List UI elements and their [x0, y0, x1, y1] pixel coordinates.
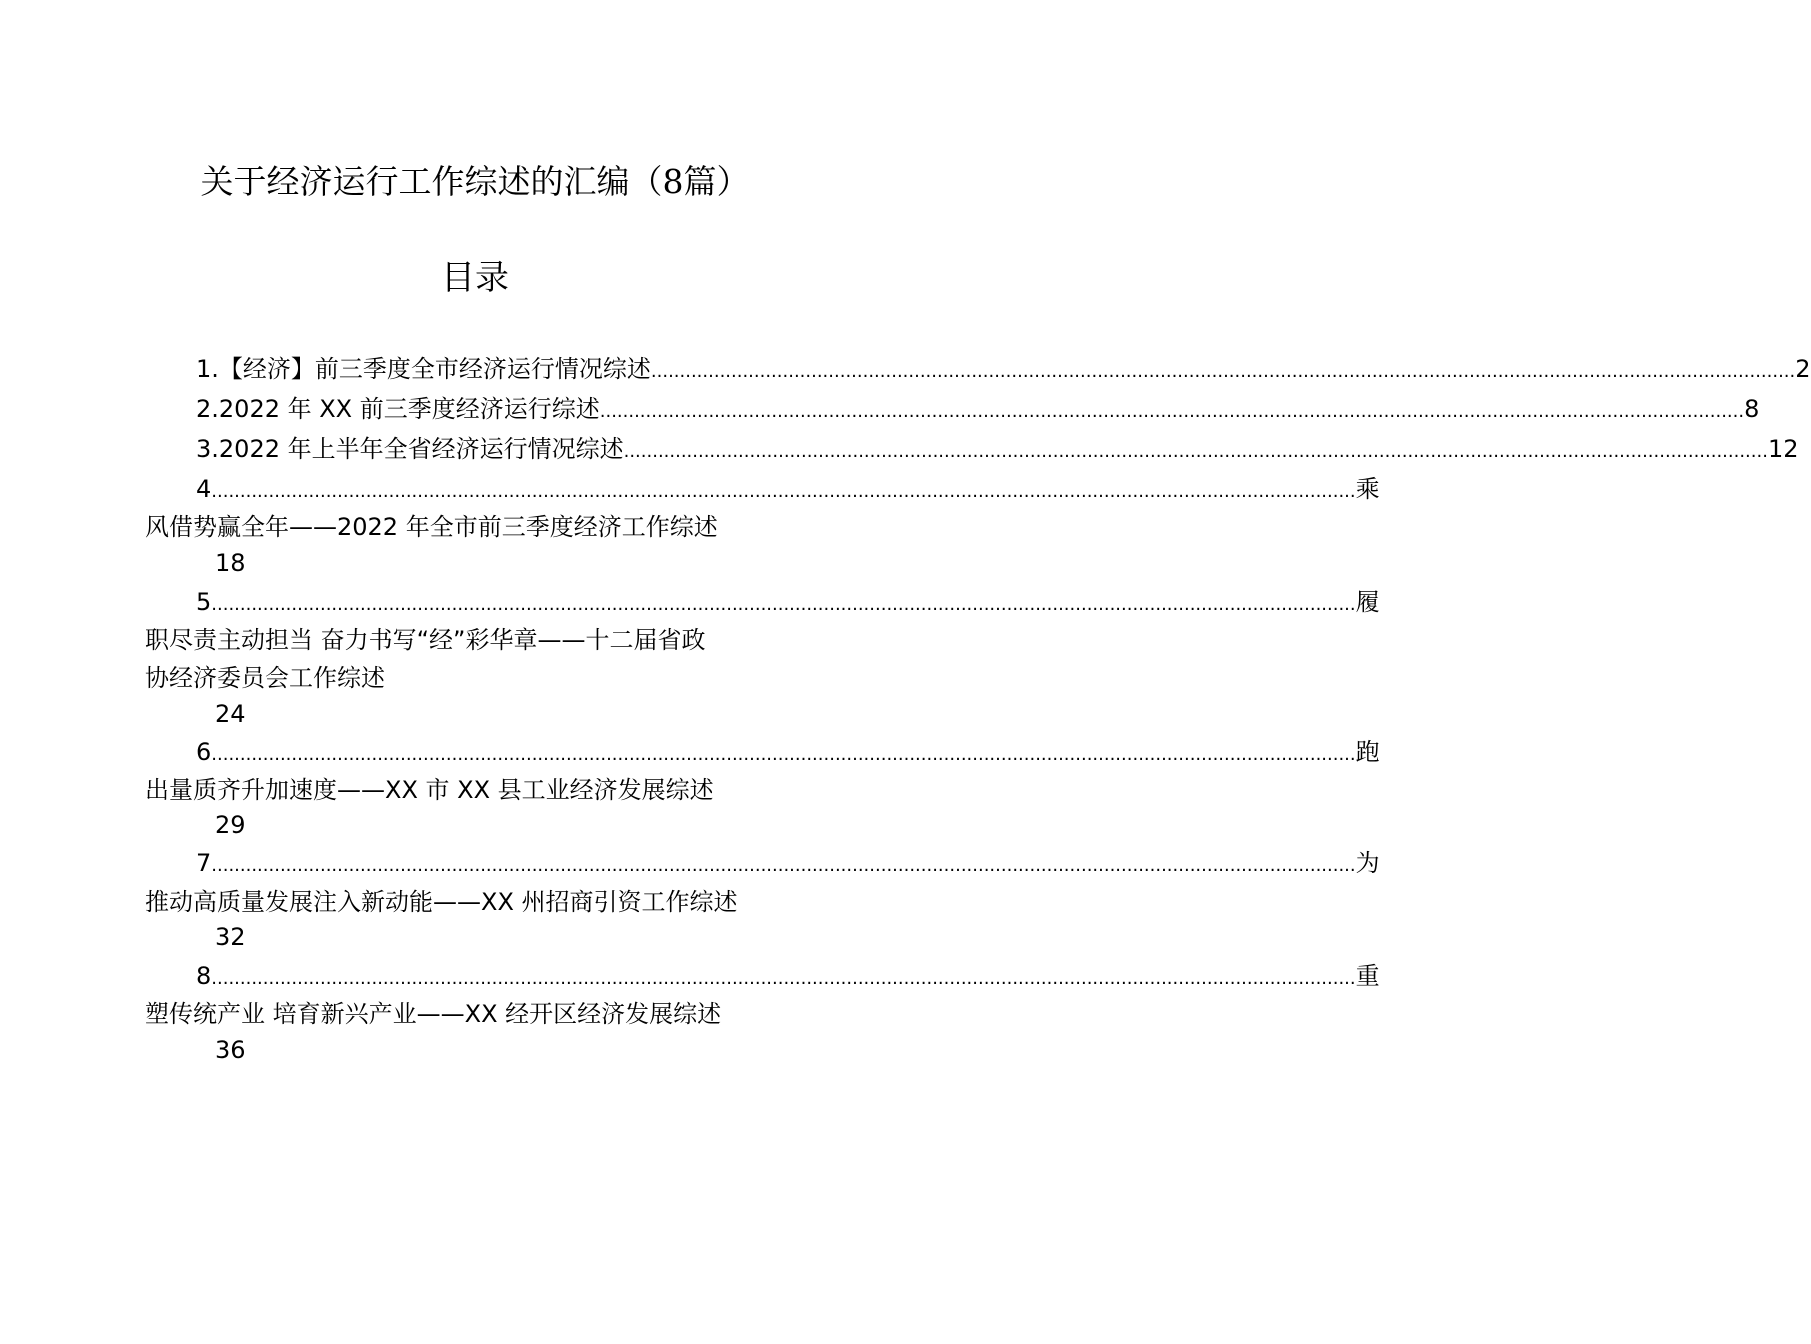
toc-entry-2[interactable]: [196, 393, 1760, 425]
toc-entry-5-continuation-2: 协经济委员会工作综述: [145, 664, 385, 692]
toc-entry-first-char: 乘: [1355, 475, 1380, 503]
toc-entry-5-continuation: 职尽责主动担当 奋力书写“经”彩华章——十二届省政: [145, 626, 706, 654]
toc-entry-label: 2.2022 年 XX 前三季度经济运行综述: [196, 395, 600, 423]
toc-entry-4-continuation: 风借势赢全年——2022 年全市前三季度经济工作综述: [145, 513, 718, 541]
toc-leader-dots: ........................................................................................................................................................................................................: [599, 401, 1745, 422]
toc-leader-dots: ........................................................................................................................................................................................................: [211, 744, 1356, 765]
toc-entry-1[interactable]: [196, 353, 1811, 385]
toc-entry-first-char: 跑: [1355, 738, 1380, 766]
toc-entry-first-char: 重: [1355, 962, 1380, 990]
toc-heading: 目录: [441, 258, 509, 298]
toc-entry-5-page: 24: [215, 700, 246, 728]
toc-entry-number: 5: [196, 588, 212, 616]
toc-leader-dots: ........................................................................................................................................................................................................: [650, 361, 1796, 382]
toc-entry-label: 1.【经济】前三季度全市经济运行情况综述: [196, 355, 651, 383]
toc-entry-4-page: 18: [215, 549, 246, 577]
toc-entry-6-page: 29: [215, 811, 246, 839]
toc-entry-label: 3.2022 年上半年全省经济运行情况综述: [196, 435, 624, 463]
toc-entry-number: 7: [196, 849, 212, 877]
toc-entry-first-char: 履: [1355, 588, 1380, 616]
toc-leader-dots: ........................................................................................................................................................................................................: [211, 968, 1356, 989]
toc-entry-8-page: 36: [215, 1036, 246, 1064]
toc-leader-dots: ........................................................................................................................................................................................................: [211, 594, 1356, 615]
toc-entry-6[interactable]: [196, 736, 1380, 768]
toc-entry-8-continuation: 塑传统产业 培育新兴产业——XX 经开区经济发展综述: [145, 1000, 722, 1028]
toc-entry-4[interactable]: [196, 473, 1380, 505]
toc-entry-7[interactable]: [196, 847, 1380, 879]
toc-entry-number: 6: [196, 738, 212, 766]
toc-entry-3[interactable]: [196, 433, 1799, 465]
toc-page-number: 2: [1795, 355, 1811, 383]
toc-entry-number: 4: [196, 475, 212, 503]
toc-entry-number: 8: [196, 962, 212, 990]
toc-leader-dots: ........................................................................................................................................................................................................: [211, 481, 1356, 502]
toc-entry-7-page: 32: [215, 923, 246, 951]
toc-page-number: 8: [1744, 395, 1760, 423]
toc-entry-7-continuation: 推动高质量发展注入新动能——XX 州招商引资工作综述: [145, 888, 738, 916]
document-title: 关于经济运行工作综述的汇编（8篇）: [200, 162, 750, 201]
toc-entry-8[interactable]: [196, 960, 1380, 992]
toc-leader-dots: ........................................................................................................................................................................................................: [211, 855, 1356, 876]
toc-page-number: 12: [1767, 435, 1799, 463]
toc-entry-first-char: 为: [1355, 849, 1380, 877]
toc-entry-6-continuation: 出量质齐升加速度——XX 市 XX 县工业经济发展综述: [145, 776, 714, 804]
toc-entry-5[interactable]: [196, 586, 1380, 618]
toc-leader-dots: ........................................................................................................................................................................................................: [623, 441, 1768, 462]
